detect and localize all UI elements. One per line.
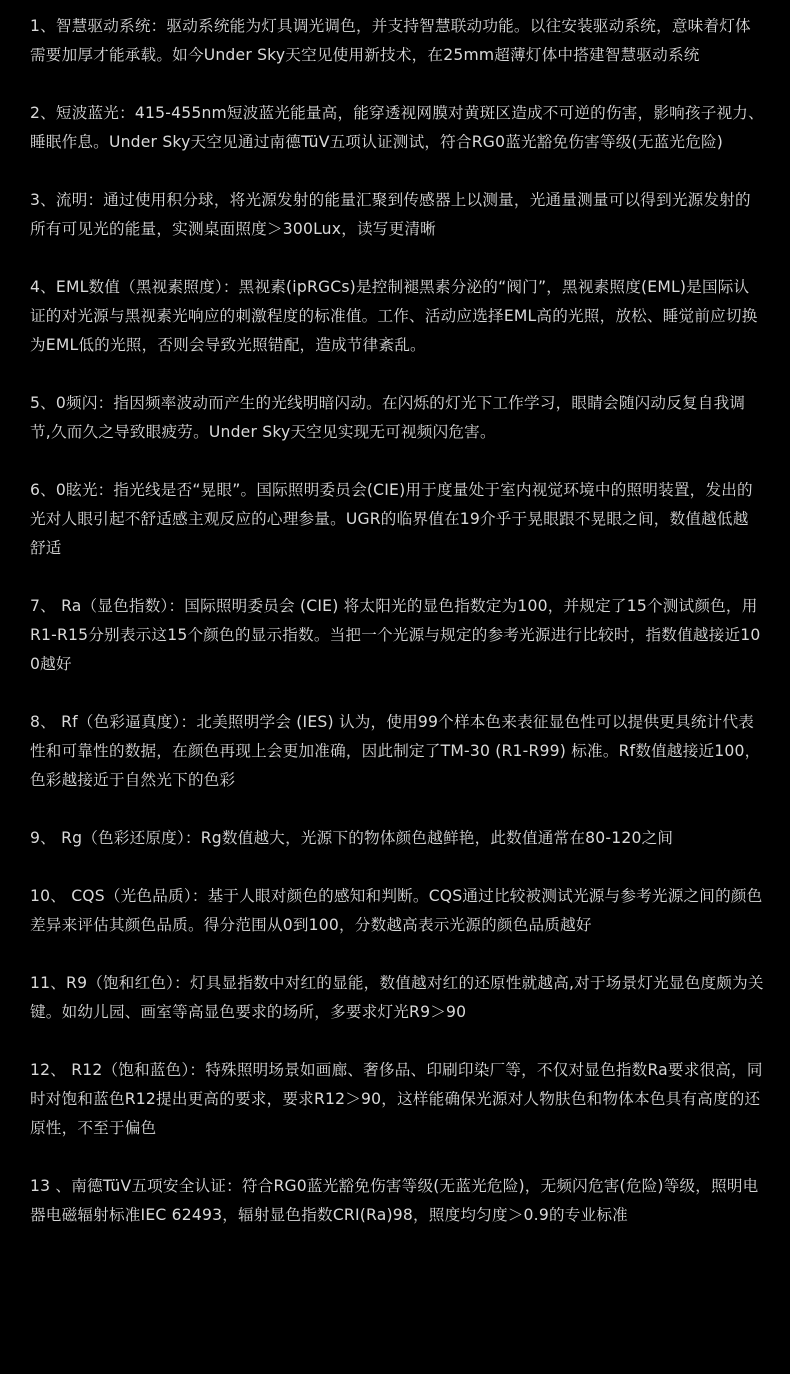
spec-item-10: 10、 CQS（光色品质）：基于人眼对颜色的感知和判断。CQS通过比较被测试光源与参考光源之间的颜色差异来评估其颜色品质。得分范围从0到100，分数越高表示光源的颜色品质越好 <box>30 887 763 934</box>
spec-item-5: 5、0频闪：指因频率波动而产生的光线明暗闪动。在闪烁的灯光下工作学习，眼睛会随闪动反复自我调节,久而久之导致眼疲劳。Under Sky天空见实现无可视频闪危害。 <box>30 394 746 441</box>
spec-item-4: 4、EML数值（黑视素照度）：黑视素(ipRGCs)是控制褪黑素分泌的“阀门”，黑视素照度(EML)是国际认证的对光源与黑视素光响应的刺激程度的标准值。工作、活动应选择EML高的光照，放松、睡觉前应切换为EML低的光照，否则会导致光照错配，造成节律紊乱。 <box>30 278 758 354</box>
spec-item-9: 9、 Rg（色彩还原度）：Rg数值越大，光源下的物体颜色越鲜艳，此数值通常在80-120之间 <box>30 829 674 847</box>
spec-item-13: 13 、南德TüV五项安全认证：符合RG0蓝光豁免伤害等级(无蓝光危险)，无频闪危害(危险)等级，照明电器电磁辐射标准IEC 62493，辐射显色指数CRI(Ra)98，照度均匀度＞0.9的专业标准 <box>30 1177 759 1224</box>
spec-item-12: 12、 R12（饱和蓝色）：特殊照明场景如画廊、奢侈品、印刷印染厂等，不仅对显色指数Ra要求很高，同时对饱和蓝色R12提出更高的要求，要求R12＞90，这样能确保光源对人物肤色和物体本色具有高度的还原性，不至于偏色 <box>30 1061 763 1137</box>
spec-item-11: 11、R9（饱和红色）：灯具显指数中对红的显能，数值越对红的还原性就越高,对于场景灯光显色度颇为关键。如幼儿园、画室等高显色要求的场所，多要求灯光R9＞90 <box>30 974 764 1021</box>
spec-item-2: 2、短波蓝光：415-455nm短波蓝光能量高，能穿透视网膜对黄斑区造成不可逆的伤害，影响孩子视力、睡眠作息。Under Sky天空见通过南德TüV五项认证测试，符合RG0蓝光豁免伤害等级(无蓝光危险) <box>30 104 764 151</box>
spec-item-6: 6、0眩光：指光线是否“晃眼”。国际照明委员会(CIE)用于度量处于室内视觉环境中的照明装置，发出的光对人眼引起不舒适感主观反应的心理参量。UGR的临界值在19介乎于晃眼跟不晃眼之间，数值越低越舒适 <box>30 481 753 557</box>
spec-item-3: 3、流明：通过使用积分球，将光源发射的能量汇聚到传感器上以测量，光通量测量可以得到光源发射的所有可见光的能量，实测桌面照度＞300Lux，读写更清晰 <box>30 191 751 238</box>
spec-item-8: 8、 Rf（色彩逼真度）：北美照明学会 (IES) 认为，使用99个样本色来表征显色性可以提供更具统计代表性和可靠性的数据，在颜色再现上会更加准确，因此制定了TM-30 (R1-R99) 标准。Rf数值越接近100，色彩越接近于自然光下的色彩 <box>30 713 761 789</box>
spec-item-7: 7、 Ra（显色指数）：国际照明委员会 (CIE) 将太阳光的显色指数定为100，并规定了15个测试颜色，用R1-R15分别表示这15个颜色的显示指数。当把一个光源与规定的参考光源进行比较时，指数值越接近100越好 <box>30 597 761 673</box>
spec-item-1: 1、智慧驱动系统：驱动系统能为灯具调光调色，并支持智慧联动功能。以往安装驱动系统，意味着灯体需要加厚才能承载。如今Under Sky天空见使用新技术，在25mm超薄灯体中搭建智慧驱动系统 <box>30 17 751 64</box>
